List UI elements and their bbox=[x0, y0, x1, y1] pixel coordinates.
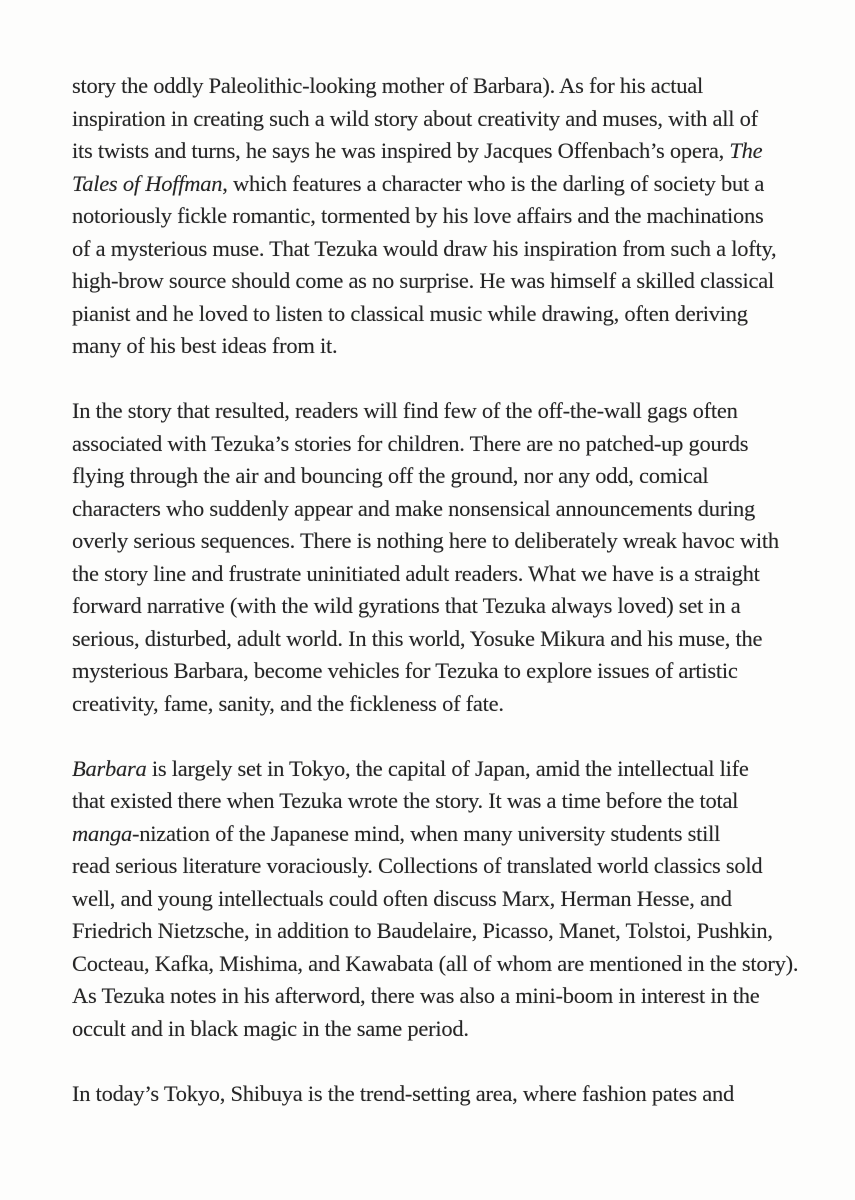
text-line bbox=[72, 330, 794, 363]
text-line bbox=[72, 785, 794, 818]
text-segment: -nization of the Japanese mind, when many university students still bbox=[132, 820, 721, 846]
text-line bbox=[72, 558, 794, 591]
text-line bbox=[72, 883, 794, 916]
text-line bbox=[72, 1078, 794, 1111]
text-line bbox=[72, 168, 794, 201]
italic-text-segment: Barbara bbox=[72, 755, 147, 781]
text-line bbox=[72, 980, 794, 1013]
italic-text-segment: Tales of Hoffman bbox=[72, 170, 223, 196]
text-line bbox=[72, 655, 794, 688]
text-segment: Cocteau, Kafka, Mishima, and Kawabata (all of whom are mentioned in the story). bbox=[72, 950, 799, 976]
text-segment: , which features a character who is the darling of society but a bbox=[222, 170, 765, 196]
text-line bbox=[72, 460, 794, 493]
text-segment: inspiration in creating such a wild story about creativity and muses, with all of bbox=[72, 105, 758, 131]
text-segment: pianist and he loved to listen to classical music while drawing, often deriving bbox=[72, 300, 748, 326]
text-segment: In today’s Tokyo, Shibuya is the trend-setting area, where fashion pates and bbox=[72, 1080, 734, 1106]
text-line bbox=[72, 233, 794, 266]
text-line bbox=[72, 590, 794, 623]
paragraph bbox=[72, 753, 799, 1046]
italic-text-segment: The bbox=[729, 138, 763, 163]
text-segment: In the story that resulted, readers will find few of the off-the-wall gags often bbox=[72, 398, 738, 423]
text-segment: many of his best ideas from it. bbox=[72, 333, 338, 358]
text-line bbox=[72, 493, 794, 526]
text-segment: read serious literature voraciously. Collections of translated world classics sold bbox=[72, 853, 763, 878]
text-segment: of a mysterious muse. That Tezuka would draw his inspiration from such a lofty, bbox=[72, 235, 777, 261]
text-line bbox=[72, 818, 794, 851]
text-line bbox=[72, 265, 794, 298]
text-segment: notoriously fickle romantic, tormented by his love affairs and the machinations bbox=[72, 203, 764, 228]
text-segment: mysterious Barbara, become vehicles for Tezuka to explore issues of artistic bbox=[72, 658, 738, 683]
text-line bbox=[72, 200, 794, 233]
text-segment: high-brow source should come as no surprise. He was himself a skilled classical bbox=[72, 268, 774, 293]
text-segment: flying through the air and bouncing off the ground, nor any odd, comical bbox=[72, 463, 709, 488]
page-text-block bbox=[72, 70, 799, 1110]
text-line bbox=[72, 688, 794, 721]
italic-text-segment: manga bbox=[72, 820, 132, 846]
text-line bbox=[72, 623, 794, 656]
paragraph bbox=[72, 1078, 794, 1111]
text-line bbox=[72, 428, 794, 461]
text-line bbox=[72, 298, 794, 331]
text-line bbox=[72, 395, 794, 428]
text-line bbox=[72, 1013, 794, 1046]
text-line bbox=[72, 850, 794, 883]
text-segment: Friedrich Nietzsche, in addition to Baudelaire, Picasso, Manet, Tolstoi, Pushkin, bbox=[72, 918, 773, 943]
text-segment: forward narrative (with the wild gyrations that Tezuka always loved) set in a bbox=[72, 593, 741, 618]
text-line bbox=[72, 103, 794, 136]
paragraph bbox=[72, 395, 794, 720]
text-segment: serious, disturbed, adult world. In this world, Yosuke Mikura and his muse, the bbox=[72, 625, 763, 651]
text-segment: story the oddly Paleolithic-looking mother of Barbara). As for his actual bbox=[72, 73, 703, 98]
text-line bbox=[72, 135, 794, 168]
text-line bbox=[72, 70, 794, 103]
text-segment: characters who suddenly appear and make nonsensical announcements during bbox=[72, 495, 756, 521]
text-segment: overly serious sequences. There is nothing here to deliberately wreak havoc with bbox=[72, 528, 779, 553]
paragraph bbox=[72, 70, 794, 363]
text-line bbox=[72, 525, 794, 558]
text-segment: As Tezuka notes in his afterword, there was also a mini-boom in interest in the bbox=[72, 983, 760, 1008]
text-segment: the story line and frustrate uninitiated adult readers. What we have is a straight bbox=[72, 560, 760, 586]
text-line bbox=[72, 753, 794, 786]
text-segment: creativity, fame, sanity, and the fickleness of fate. bbox=[72, 690, 504, 716]
text-segment: its twists and turns, he says he was inspired by Jacques Offenbach’s opera, bbox=[72, 138, 730, 163]
text-segment: well, and young intellectuals could often discuss Marx, Herman Hesse, and bbox=[72, 885, 732, 911]
text-segment: is largely set in Tokyo, the capital of Japan, amid the intellectual life bbox=[146, 755, 749, 781]
text-line bbox=[72, 915, 794, 948]
text-line bbox=[72, 948, 799, 981]
text-segment: associated with Tezuka’s stories for children. There are no patched-up gourds bbox=[72, 430, 749, 456]
text-segment: that existed there when Tezuka wrote the story. It was a time before the total bbox=[72, 788, 739, 813]
text-segment: occult and in black magic in the same period. bbox=[72, 1015, 469, 1041]
